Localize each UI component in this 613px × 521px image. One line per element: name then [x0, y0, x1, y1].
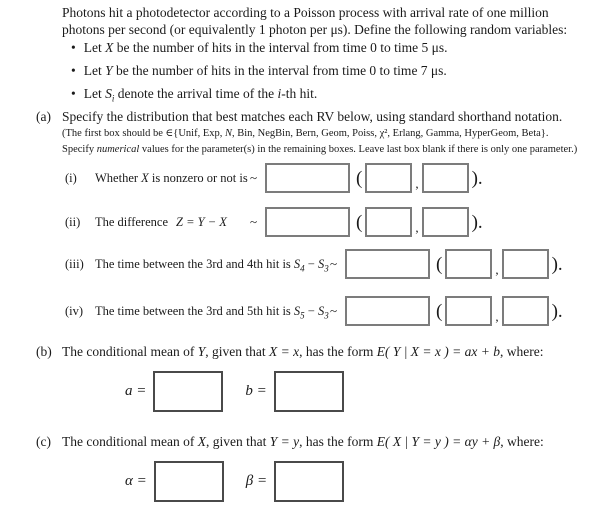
bullet-item-y: [71, 63, 447, 79]
open-paren: (: [436, 300, 443, 322]
part-c-heading: [62, 434, 544, 449]
item-row-ii: [65, 207, 483, 237]
param1-input-i[interactable]: [365, 163, 412, 193]
item-ii-number: (ii): [65, 214, 81, 229]
note2-italic: numerical: [96, 144, 140, 155]
item-ii-text: [95, 214, 265, 230]
alpha-label: α =: [125, 473, 147, 489]
var-y: Y: [105, 63, 113, 78]
bullet-x-pre: Let: [83, 40, 106, 55]
part-b-heading: [62, 344, 543, 359]
distribution-input-iv[interactable]: [345, 296, 430, 326]
var-i: i: [277, 86, 282, 101]
var-s-sub-i: $S_i$: [105, 86, 115, 104]
distribution-input-i[interactable]: [265, 163, 350, 193]
minus-sign: −: [304, 304, 318, 318]
a-input[interactable]: [153, 371, 223, 412]
script-n-symbol: N: [225, 128, 233, 139]
item-iv-number: (iv): [65, 303, 84, 318]
alpha-input[interactable]: [154, 461, 224, 502]
b-input[interactable]: [274, 371, 344, 412]
bullet-x-post: be the number of hits in the interval from time 0 to time 5 μs.: [113, 40, 448, 55]
part-b-pre: The conditional mean of: [62, 344, 198, 359]
open-paren: (: [436, 253, 443, 275]
var-s3: $S_3$: [317, 304, 329, 321]
item-iii-pre: The time between the 3rd and 4th hit is: [95, 257, 294, 271]
part-b-post: , where:: [499, 344, 544, 359]
part-a-label: (a): [36, 109, 51, 124]
tilde-symbol: ~: [249, 170, 257, 185]
intro-paragraph: [62, 4, 567, 38]
minus-sign: −: [304, 257, 318, 271]
close-paren: ).: [551, 253, 563, 275]
param2-input-ii[interactable]: [422, 207, 469, 237]
part-b-mid1: , given that: [205, 344, 269, 359]
part-c-pre: The conditional mean of: [62, 434, 198, 449]
intro-line-2: photons per second (or equivalently 1 photon per μs). Define the following random variables:: [62, 22, 568, 37]
formula-conditional-mean-y: E( Y | X = x ) = ax + b: [376, 344, 500, 359]
part-b-mid2: , has the form: [299, 344, 377, 359]
tilde-symbol: ~: [249, 214, 257, 229]
bullet-s-mid: denote the arrival time of the: [114, 86, 278, 101]
comma: ,: [495, 262, 499, 277]
comma: ,: [415, 176, 419, 191]
var-x: X: [197, 434, 206, 449]
note2-pre: Specify: [62, 144, 97, 155]
item-iv-text: [95, 303, 345, 319]
expr-z-y-x: Z = Y − X: [176, 215, 227, 229]
item-iii-number: (iii): [65, 256, 84, 271]
bullet-marker: •: [71, 63, 76, 78]
var-s4: $S_4$: [293, 257, 305, 274]
bullet-marker: •: [71, 40, 76, 55]
open-paren: (: [356, 167, 363, 189]
var-x: X: [141, 171, 149, 185]
part-c-answer-row: [125, 461, 344, 502]
tilde-symbol: ~: [329, 256, 337, 271]
var-x: X: [105, 40, 114, 55]
item-iv-pre: The time between the 3rd and 5th hit is: [95, 304, 294, 318]
note-line-2: [62, 142, 577, 158]
item-row-iii: [65, 249, 563, 279]
open-paren: (: [356, 211, 363, 233]
item-ii-pre: The difference: [95, 215, 168, 229]
item-row-i: [65, 163, 483, 193]
distribution-input-iii[interactable]: [345, 249, 430, 279]
bullet-item-x: [71, 40, 448, 56]
close-paren: ).: [551, 300, 563, 322]
a-label: a =: [125, 383, 147, 399]
param1-input-iii[interactable]: [445, 249, 492, 279]
bullet-s-post: -th hit.: [281, 86, 318, 101]
param2-input-iv[interactable]: [502, 296, 549, 326]
comma: ,: [495, 309, 499, 324]
note1-pre: (The first box should be ∈{Unif, Exp,: [62, 128, 225, 139]
note1-post: , Bin, NegBin, Bern, Geom, Poiss, χ², Erlang, Gamma, HyperGeom, Beta}.: [232, 128, 549, 139]
part-c-post: , where:: [500, 434, 544, 449]
var-s5: $S_5$: [293, 304, 305, 321]
item-iii-text: [95, 256, 345, 272]
item-i-text: [95, 170, 265, 186]
bullet-y-post: be the number of hits in the interval from time 0 to time 7 μs.: [112, 63, 447, 78]
close-paren: ).: [471, 167, 483, 189]
param2-input-i[interactable]: [422, 163, 469, 193]
b-label: b =: [245, 383, 267, 399]
part-a-note: [62, 126, 577, 158]
item-row-iv: [65, 296, 563, 326]
bullet-marker: •: [71, 86, 76, 101]
intro-line-1: Photons hit a photodetector according to a Poisson process with arrival rate of one million: [62, 5, 549, 20]
param1-input-iv[interactable]: [445, 296, 492, 326]
part-c-label: (c): [36, 434, 51, 449]
formula-conditional-mean-x: E( X | Y = y ) = αy + β: [376, 434, 501, 449]
part-a-heading: Specify the distribution that best matches each RV below, using standard shorthand notation.: [62, 109, 563, 124]
beta-label: β =: [245, 473, 268, 489]
beta-input[interactable]: [274, 461, 344, 502]
part-c-mid1: , given that: [205, 434, 270, 449]
item-i-post: is nonzero or not is: [148, 171, 248, 185]
item-i-number: (i): [65, 170, 77, 185]
tilde-symbol: ~: [329, 303, 337, 318]
bullet-item-s: [71, 86, 317, 102]
part-c-heading-row: [0, 434, 613, 450]
part-c-mid2: , has the form: [299, 434, 377, 449]
expr-y-eq-y: Y = y: [269, 434, 300, 449]
param2-input-iii[interactable]: [502, 249, 549, 279]
item-i-pre: Whether: [95, 171, 142, 185]
part-b-answer-row: [125, 371, 344, 412]
close-paren: ).: [471, 211, 483, 233]
part-b-label: (b): [36, 344, 52, 359]
comma: ,: [415, 220, 419, 235]
expr-x-eq-x: X = x: [268, 344, 300, 359]
bullet-s-pre: Let: [83, 86, 106, 101]
distribution-input-ii[interactable]: [265, 207, 350, 237]
part-b-heading-row: [0, 344, 613, 360]
param1-input-ii[interactable]: [365, 207, 412, 237]
note2-post: values for the parameter(s) in the remaining boxes. Leave last box blank if there is only one parameter.): [139, 144, 578, 155]
var-y: Y: [197, 344, 206, 359]
bullet-y-pre: Let: [83, 63, 106, 78]
var-s3: $S_3$: [317, 257, 329, 274]
note-line-1: [62, 126, 577, 142]
part-a-heading-row: [0, 109, 613, 125]
